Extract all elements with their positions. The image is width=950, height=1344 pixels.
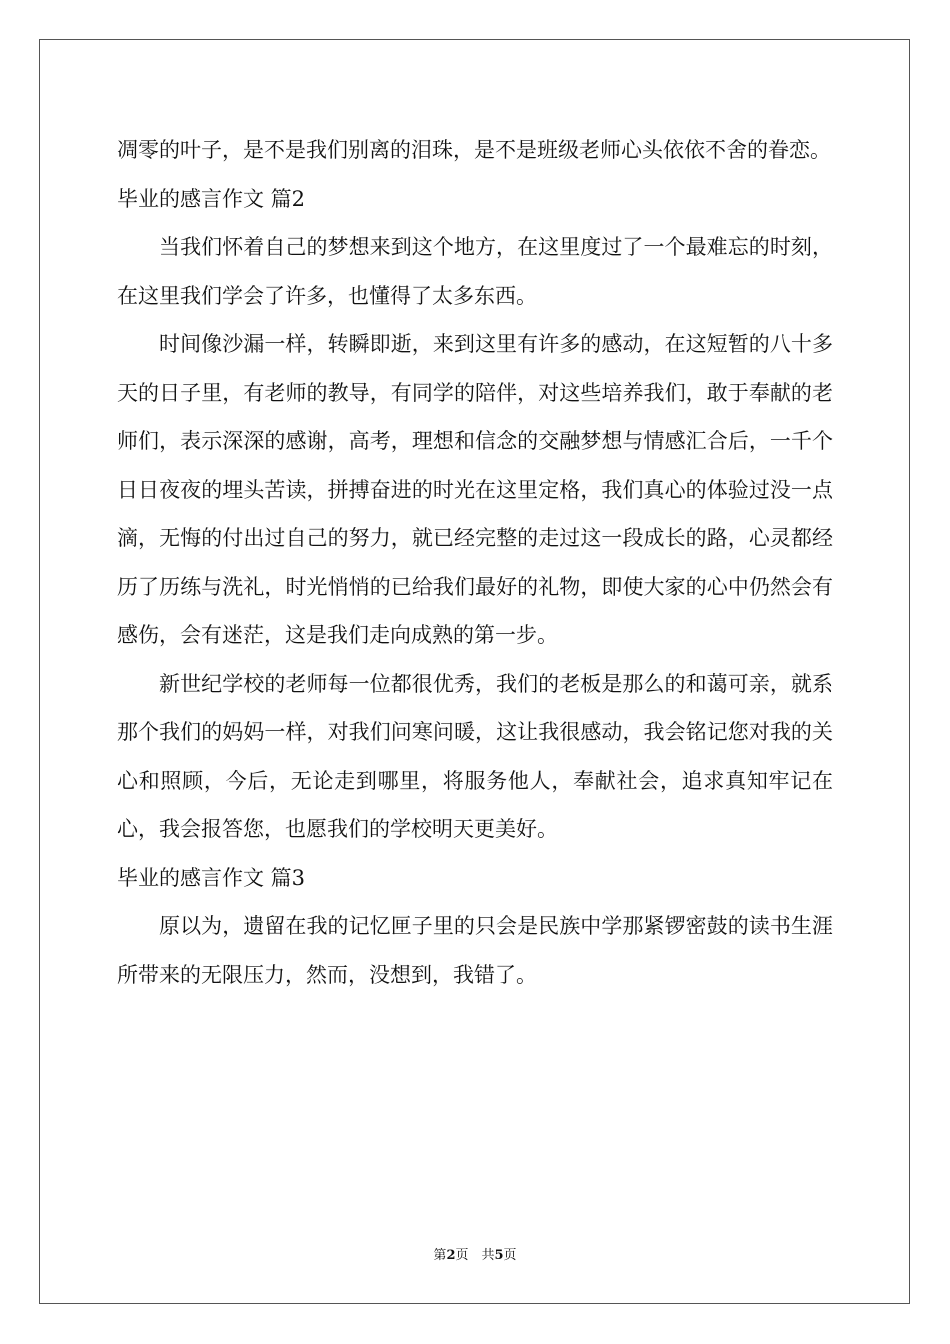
- footer-suffix: 页: [503, 1248, 517, 1263]
- paragraph: 凋零的叶子，是不是我们别离的泪珠，是不是班级老师心头依依不舍的眷恋。: [117, 138, 831, 162]
- paragraph: 新世纪学校的老师每一位都很优秀，我们的老板是那么的和蔼可亲，就系那个我们的妈妈一样，对我们问寒问暖，这让我很感动，我会铭记您对我的关心和照顾，今后，无论走到哪里，将服务他人，奉献社会，追求真知牢记在心，我会报答您，也愿我们的学校明天更美好。: [117, 671, 833, 841]
- current-page-number: 2: [446, 1248, 456, 1263]
- total-page-number: 5: [494, 1248, 504, 1263]
- paragraph: 原以为，遗留在我的记忆匣子里的只会是民族中学那紧锣密鼓的读书生涯所带来的无限压力，然而，没想到，我错了。: [117, 914, 833, 987]
- paragraph: 当我们怀着自己的梦想来到这个地方，在这里度过了一个最难忘的时刻，在这里我们学会了许多，也懂得了太多东西。: [117, 235, 833, 308]
- document-body: [117, 126, 833, 999]
- page-footer: [0, 1244, 950, 1263]
- footer-prefix: 第: [433, 1248, 447, 1263]
- section-heading: 毕业的感言作文 篇3: [117, 865, 306, 890]
- paragraph: 时间像沙漏一样，转瞬即逝，来到这里有许多的感动，在这短暂的八十多天的日子里，有老师的教导，有同学的陪伴，对这些培养我们，敢于奉献的老师们，表示深深的感谢，高考，理想和信念的交融梦想与情感汇合后，一千个日日夜夜的埋头苦读，拼搏奋进的时光在这里定格，我们真心的体验过没一点滴，无悔的付出过自己的努力，就已经完整的走过这一段成长的路，心灵都经历了历练与洗礼，时光悄悄的已给我们最好的礼物，即使大家的心中仍然会有感伤，会有迷茫，这是我们走向成熟的第一步。: [117, 332, 833, 647]
- section-heading: 毕业的感言作文 篇2: [117, 186, 306, 211]
- footer-mid: 页 共: [455, 1248, 495, 1263]
